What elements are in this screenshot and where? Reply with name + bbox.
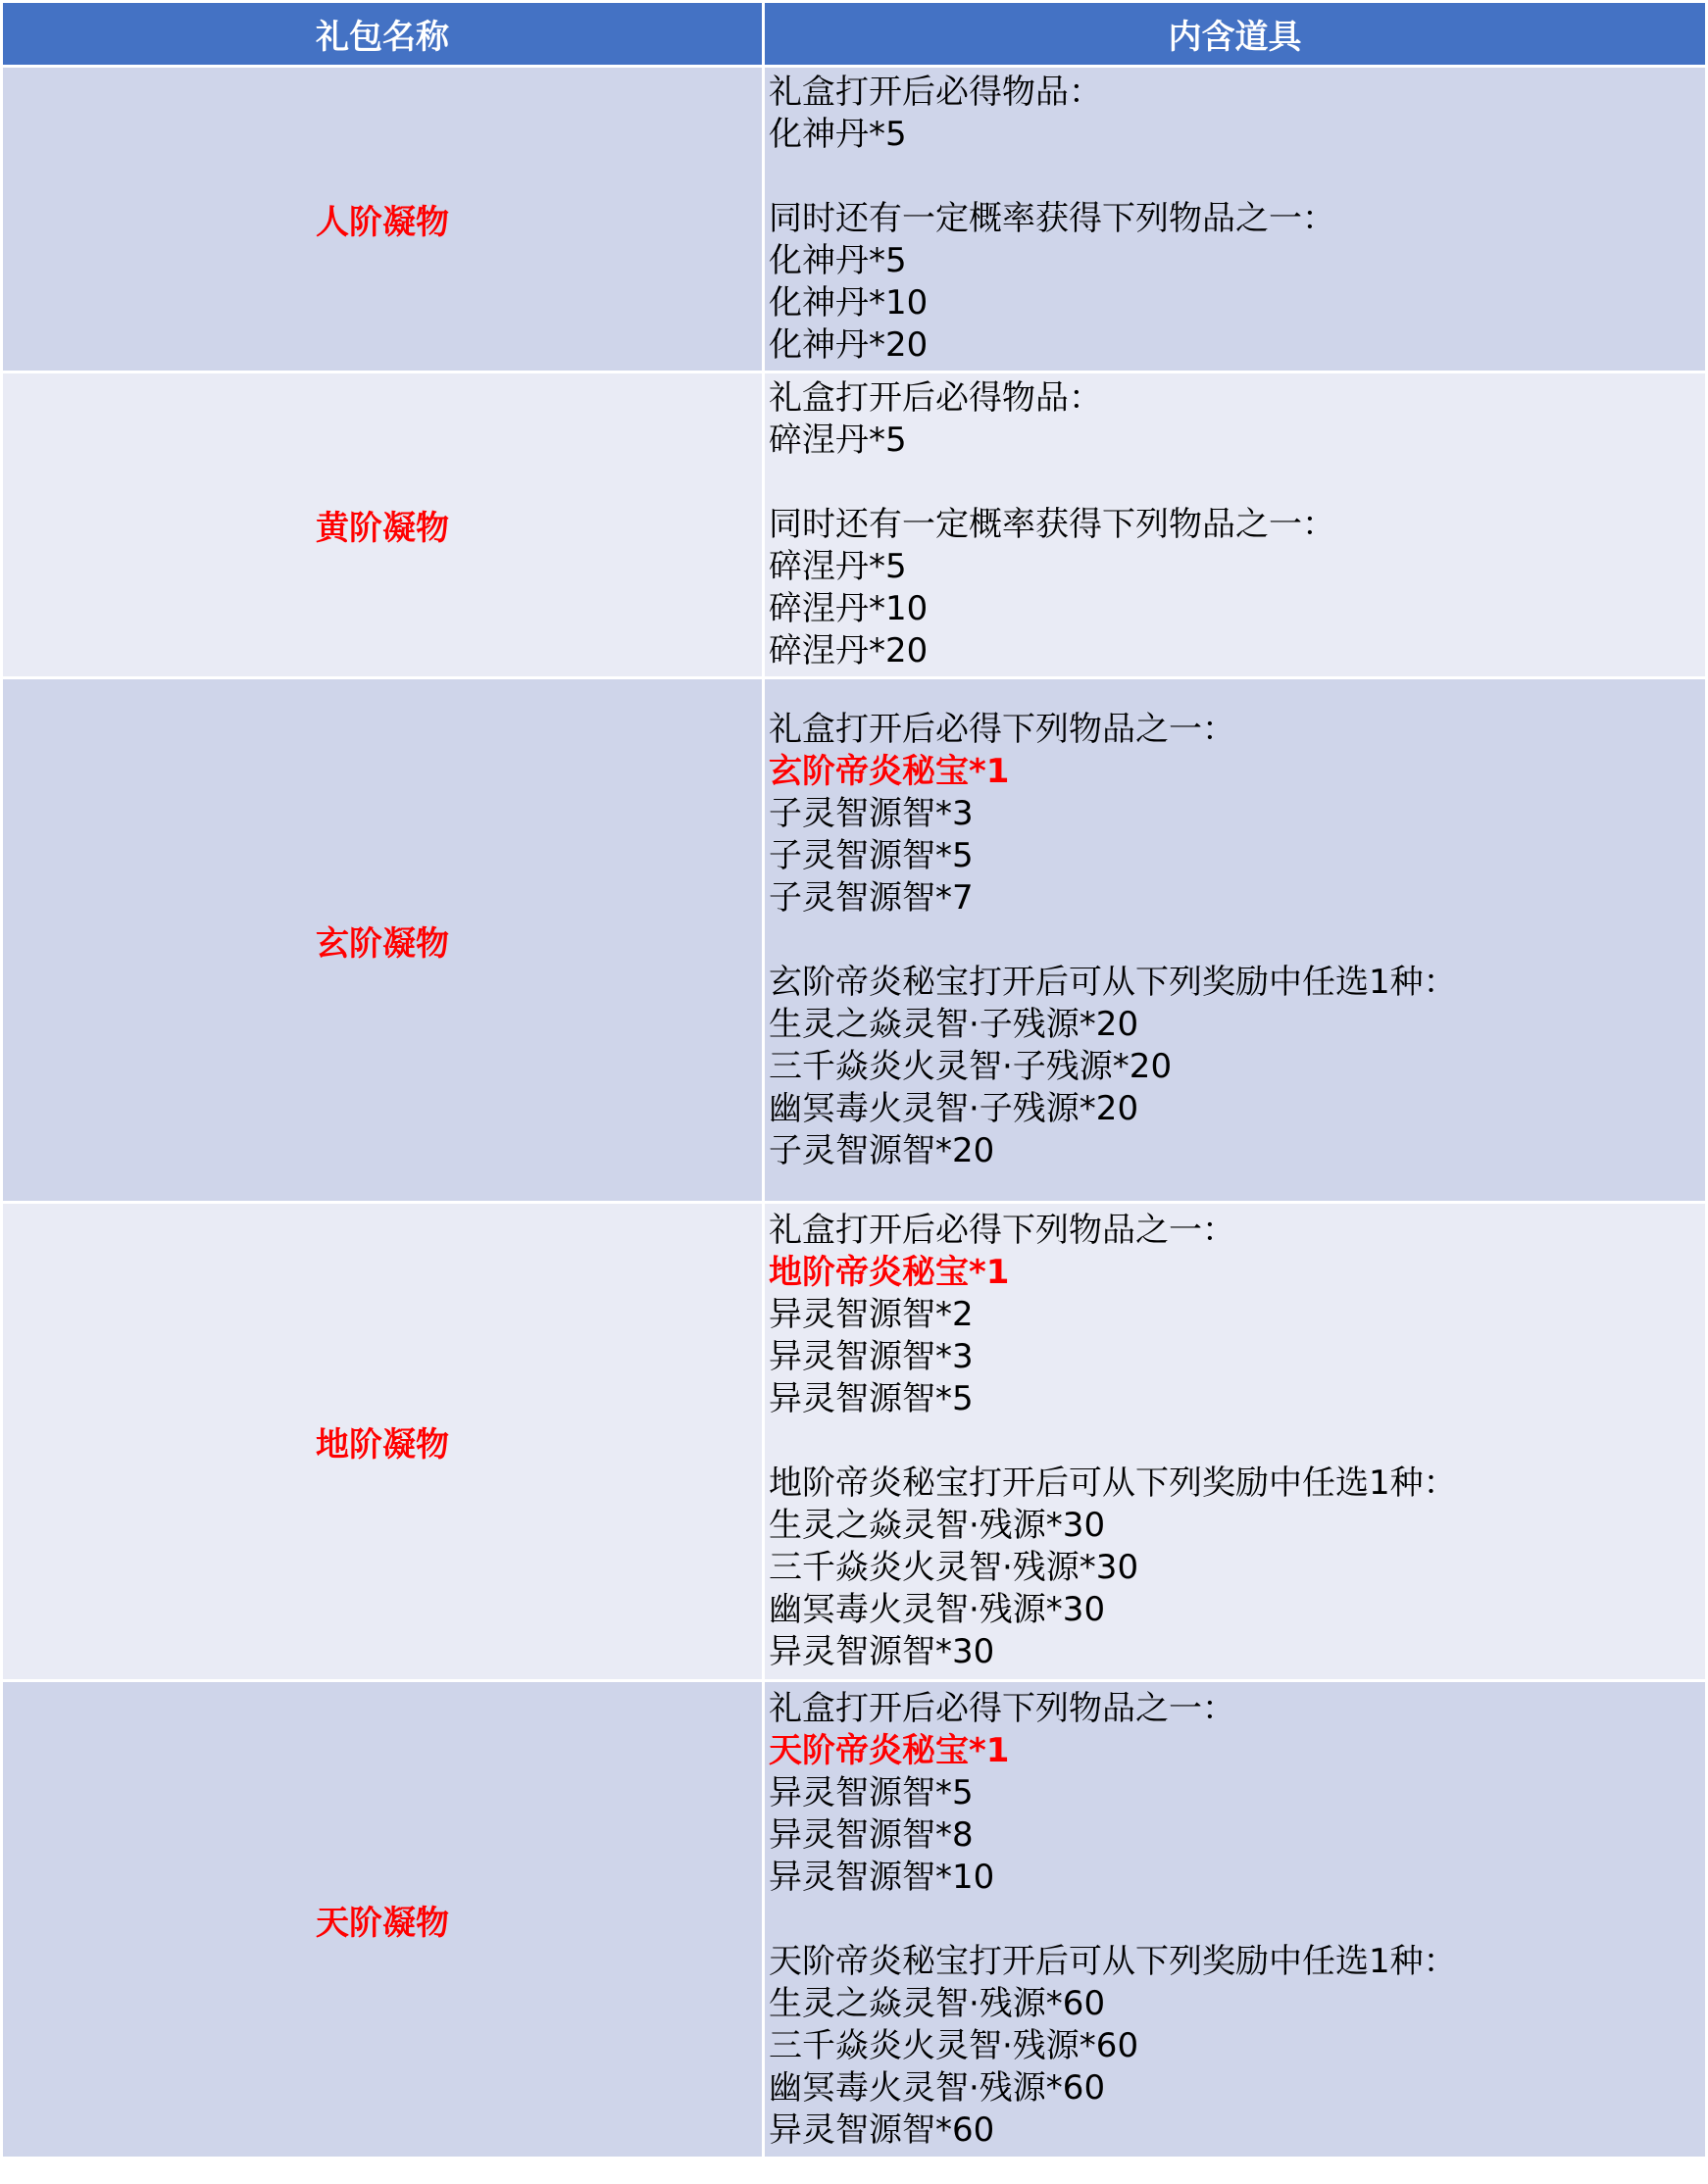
content-line: 礼盒打开后必得下列物品之一： (769, 709, 1235, 749)
content-line: 三千焱炎火灵智·残源*60 (769, 2025, 1139, 2065)
content-line: 天阶帝炎秘宝打开后可从下列奖励中任选1种： (769, 1941, 1457, 1981)
content-line: 异灵智源智*3 (769, 1337, 974, 1376)
contents-cell (764, 1681, 1707, 2159)
highlighted-item: 天阶帝炎秘宝*1 (769, 1730, 1010, 1770)
content-line: 异灵智源智*8 (769, 1814, 974, 1855)
contents-cell (764, 372, 1707, 678)
content-line: 幽冥毒火灵智·残源*30 (769, 1590, 1106, 1629)
content-line: 碎涅丹*20 (769, 631, 929, 670)
content-line: 生灵之焱灵智·子残源*20 (769, 1004, 1139, 1044)
gift-name-cell: 人阶凝物 (2, 67, 764, 372)
table-row (2, 372, 1707, 678)
content-line: 礼盒打开后必得物品： (769, 73, 1102, 112)
highlighted-item: 玄阶帝炎秘宝*1 (769, 751, 1010, 791)
content-line: 碎涅丹*5 (769, 547, 907, 586)
header-gift-name: 礼包名称 (2, 2, 764, 67)
content-line: 子灵智源智*20 (769, 1130, 995, 1170)
content-line: 子灵智源智*3 (769, 793, 974, 833)
contents-cell (764, 678, 1707, 1203)
blank-line (769, 462, 1705, 504)
content-line: 化神丹*20 (769, 325, 929, 365)
content-line: 幽冥毒火灵智·子残源*20 (769, 1088, 1139, 1128)
content-line: 生灵之焱灵智·残源*60 (769, 1983, 1106, 2023)
table-body (2, 67, 1707, 2159)
gift-name-cell: 黄阶凝物 (2, 372, 764, 678)
content-line: 礼盒打开后必得下列物品之一： (769, 1688, 1235, 1728)
content-line: 异灵智源智*5 (769, 1379, 974, 1418)
contents-cell (764, 67, 1707, 372)
content-line: 异灵智源智*30 (769, 1632, 995, 1671)
content-line: 碎涅丹*10 (769, 589, 929, 628)
content-line: 同时还有一定概率获得下列物品之一： (769, 505, 1335, 544)
content-line: 三千焱炎火灵智·子残源*20 (769, 1046, 1173, 1086)
content-line: 玄阶帝炎秘宝打开后可从下列奖励中任选1种： (769, 962, 1457, 1002)
highlighted-item: 地阶帝炎秘宝*1 (769, 1253, 1010, 1292)
gift-name-cell: 天阶凝物 (2, 1681, 764, 2159)
blank-line (769, 919, 1705, 962)
content-line: 异灵智源智*5 (769, 1772, 974, 1812)
content-line: 异灵智源智*10 (769, 1857, 995, 1897)
content-line: 幽冥毒火灵智·残源*60 (769, 2067, 1106, 2108)
content-line: 礼盒打开后必得下列物品之一： (769, 1211, 1235, 1250)
blank-line (769, 1420, 1705, 1463)
content-line: 化神丹*5 (769, 241, 907, 280)
content-line: 异灵智源智*2 (769, 1295, 974, 1334)
gift-name-cell: 地阶凝物 (2, 1203, 764, 1681)
content-line: 子灵智源智*7 (769, 877, 974, 918)
table-row (2, 1203, 1707, 1681)
content-line: 异灵智源智*60 (769, 2110, 995, 2150)
header-contents: 内含道具 (764, 2, 1707, 67)
content-line: 三千焱炎火灵智·残源*30 (769, 1548, 1139, 1587)
table-row (2, 1681, 1707, 2159)
contents-cell (764, 1203, 1707, 1681)
table-row (2, 67, 1707, 372)
content-line: 礼盒打开后必得物品： (769, 378, 1102, 418)
content-line: 碎涅丹*5 (769, 421, 907, 460)
content-line: 生灵之焱灵智·残源*30 (769, 1506, 1106, 1545)
content-line: 地阶帝炎秘宝打开后可从下列奖励中任选1种： (769, 1464, 1457, 1503)
table-row (2, 678, 1707, 1203)
content-line: 化神丹*10 (769, 283, 929, 323)
blank-line (769, 1899, 1705, 1941)
gift-name-cell: 玄阶凝物 (2, 678, 764, 1203)
content-line: 化神丹*5 (769, 115, 907, 154)
content-line: 同时还有一定概率获得下列物品之一： (769, 199, 1335, 238)
content-line: 子灵智源智*5 (769, 835, 974, 875)
blank-line (769, 156, 1705, 198)
table-header-row (2, 2, 1707, 67)
